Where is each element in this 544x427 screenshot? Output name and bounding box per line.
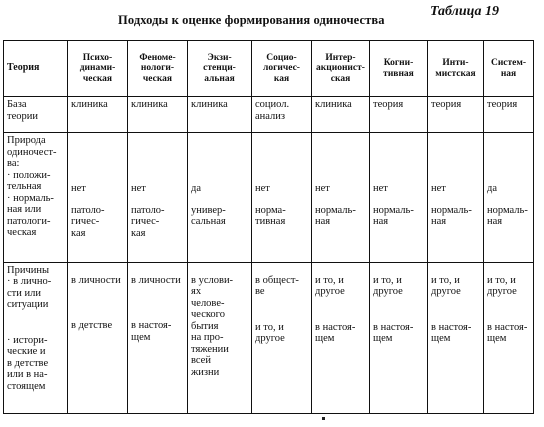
cell-value: в личности — [131, 274, 181, 286]
cell-value: в детстве — [71, 320, 113, 332]
cell-value: нет — [431, 183, 446, 195]
cell-value: патоло- гичес- кая — [131, 204, 165, 239]
cell-value: универ- сальная — [191, 204, 226, 228]
cell-value: и то, и другое — [431, 274, 461, 298]
row-label-nature — [4, 133, 68, 262]
table-cell — [68, 133, 128, 262]
table-cell — [484, 133, 534, 262]
page-title: Подходы к оценке формирования одиночества — [118, 13, 385, 27]
row-label-heading: Причины · в лично- сти или ситуации — [7, 264, 52, 311]
table-cell — [484, 262, 534, 413]
table-cell — [188, 133, 252, 262]
column-header-theory: Теория — [4, 41, 68, 97]
table-cell: социол. анализ — [252, 97, 312, 133]
table-cell — [252, 262, 312, 413]
table-cell — [128, 262, 188, 413]
cell-value: в общест- ве — [255, 274, 299, 298]
table-row-base — [4, 97, 534, 133]
scan-speck — [322, 417, 325, 420]
table-cell: клиника — [188, 97, 252, 133]
column-header-phenomenological: Феноме- нологи- ческая — [128, 41, 188, 97]
cell-value: да — [191, 183, 202, 195]
cell-value: нет — [71, 183, 86, 195]
table-cell — [252, 133, 312, 262]
cell-value: норма- тивная — [255, 204, 286, 228]
cell-value: и то, и другое — [255, 321, 285, 345]
cell-value: нормаль- ная — [431, 204, 472, 228]
table-cell — [128, 133, 188, 262]
column-header-psychodynamic: Психо- динами- ческая — [68, 41, 128, 97]
row-label-subitem: · истори- ческие и в детстве или в на- стоящем — [7, 334, 49, 392]
cell-value: нет — [131, 183, 146, 195]
table-row-nature — [4, 133, 534, 262]
table-cell — [428, 262, 484, 413]
header-row — [4, 41, 534, 97]
cell-value: патоло- гичес- кая — [71, 204, 105, 239]
cell-value: в настоя- щем — [431, 321, 472, 345]
cell-value: нет — [315, 183, 330, 195]
comparison-table — [3, 40, 534, 414]
column-header-interactionist: Интер- акционист- ская — [312, 41, 370, 97]
table-cell: теория — [428, 97, 484, 133]
table-cell — [428, 133, 484, 262]
table-number-label: Таблица 19 — [430, 4, 499, 19]
row-label-causes — [4, 262, 68, 413]
column-header-existential: Экзи- стенци- альная — [188, 41, 252, 97]
column-header-intimist: Инти- мистская — [428, 41, 484, 97]
table-cell: клиника — [312, 97, 370, 133]
cell-value: и то, и другое — [373, 274, 403, 298]
cell-value: в настоя- щем — [131, 320, 172, 343]
cell-value: нормаль- ная — [487, 204, 528, 228]
cell-value: и то, и другое — [315, 274, 345, 298]
cell-value: и то, и другое — [487, 274, 517, 298]
column-header-sociological: Социо- логичес- кая — [252, 41, 312, 97]
table-cell — [312, 262, 370, 413]
table-cell: теория — [370, 97, 428, 133]
cell-value: в настоя- щем — [487, 321, 528, 345]
table-cell — [188, 262, 252, 413]
cell-value: в настоя- щем — [315, 321, 356, 345]
row-label-subitem: · положи- тельная — [7, 169, 51, 193]
cell-value: в услови- ях челове- ческого бытия на про- тяжении всей жизни — [191, 274, 234, 378]
table-cell — [312, 133, 370, 262]
table-cell — [370, 133, 428, 262]
cell-value: нормаль- ная — [373, 204, 414, 228]
table-cell — [370, 262, 428, 413]
row-label-subitem: · нормаль- ная или патологи- ческая — [7, 192, 54, 239]
cell-value: нет — [255, 183, 270, 195]
table-cell — [68, 262, 128, 413]
cell-value: нет — [373, 183, 388, 195]
cell-value: в настоя- щем — [373, 321, 414, 345]
column-header-cognitive: Когни- тивная — [370, 41, 428, 97]
column-header-systemic: Систем- ная — [484, 41, 534, 97]
cell-value: в личности — [71, 274, 121, 286]
table-cell: клиника — [128, 97, 188, 133]
row-label-base: База теории — [4, 97, 68, 133]
cell-value: да — [487, 183, 498, 195]
cell-value: нормаль- ная — [315, 204, 356, 228]
table-cell: теория — [484, 97, 534, 133]
row-label-heading: Природа одиночест- ва: — [7, 135, 57, 170]
table-row-causes — [4, 262, 534, 413]
table-cell: клиника — [68, 97, 128, 133]
